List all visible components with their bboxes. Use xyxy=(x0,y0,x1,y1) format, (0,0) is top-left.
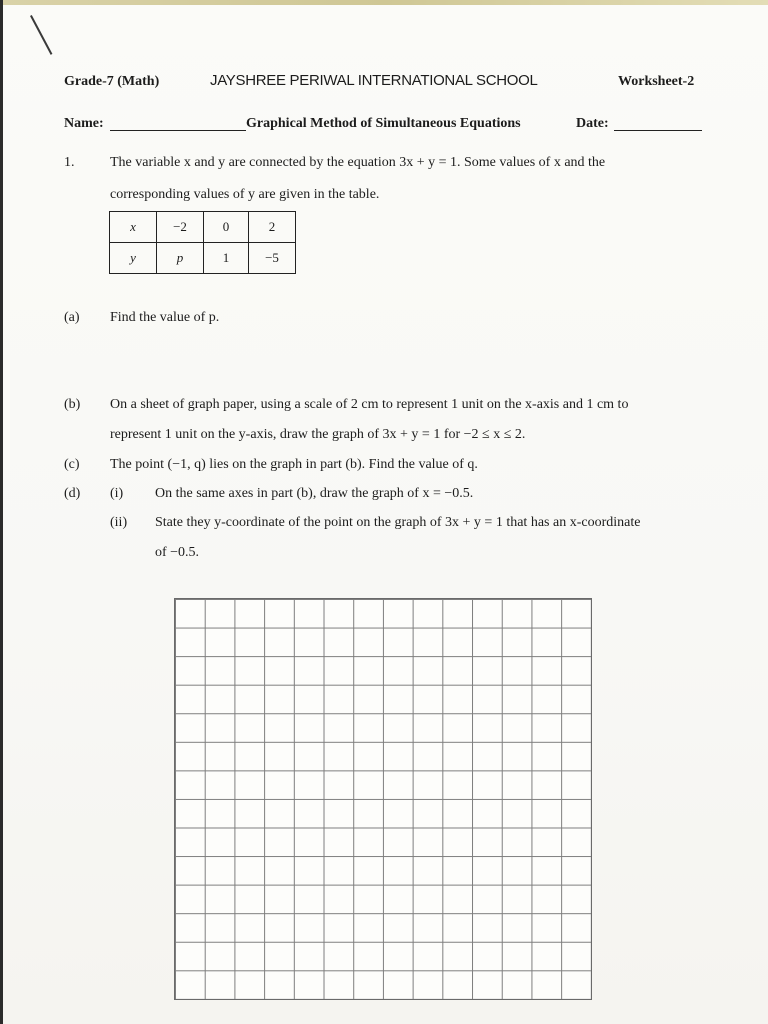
table-cell: −2 xyxy=(157,212,204,243)
worksheet-label: Worksheet-2 xyxy=(618,74,695,89)
question-number: 1. xyxy=(64,155,75,170)
question-text-line-2: corresponding values of y are given in the table. xyxy=(110,187,380,202)
school-name: JAYSHREE PERIWAL INTERNATIONAL SCHOOL xyxy=(210,72,538,89)
part-d-ii-text-line-1: State they y-coordinate of the point on the graph of 3x + y = 1 that has an x-coordinate xyxy=(155,515,641,530)
question-text-line-1: The variable x and y are connected by the equation 3x + y = 1. Some values of x and the xyxy=(110,155,606,170)
table-cell: y xyxy=(110,243,157,274)
part-c-label: (c) xyxy=(64,457,80,472)
grade-label: Grade-7 (Math) xyxy=(64,74,160,89)
table-cell: p xyxy=(157,243,204,274)
part-d-i-text: On the same axes in part (b), draw the graph of x = −0.5. xyxy=(155,486,474,501)
table-cell: 1 xyxy=(204,243,249,274)
values-table xyxy=(109,211,296,274)
part-b-label: (b) xyxy=(64,397,81,412)
pen-stroke-mark xyxy=(30,15,52,55)
table-row-y xyxy=(110,243,296,274)
worksheet-topic: Graphical Method of Simultaneous Equations xyxy=(246,116,521,131)
part-b-text-line-2: represent 1 unit on the y-axis, draw the graph of 3x + y = 1 for −2 ≤ x ≤ 2. xyxy=(110,427,526,442)
page-top-edge xyxy=(0,0,768,5)
date-label: Date: xyxy=(576,116,609,131)
table-row-x xyxy=(110,212,296,243)
part-a-text: Find the value of p. xyxy=(110,310,220,325)
part-a-label: (a) xyxy=(64,310,80,325)
name-label: Name: xyxy=(64,116,104,131)
graph-paper-grid xyxy=(174,598,592,1000)
table-cell: 0 xyxy=(204,212,249,243)
page-left-edge xyxy=(0,0,3,1024)
part-d-label: (d) xyxy=(64,486,81,501)
table-cell: x xyxy=(110,212,157,243)
date-blank-line xyxy=(614,130,702,131)
part-b-text-line-1: On a sheet of graph paper, using a scale of 2 cm to represent 1 unit on the x-axis and 1 cm to xyxy=(110,397,629,412)
name-blank-line xyxy=(110,130,246,131)
part-d-i-label: (i) xyxy=(110,486,124,501)
part-d-ii-text-line-2: of −0.5. xyxy=(155,545,200,560)
table-cell: −5 xyxy=(249,243,296,274)
part-d-ii-label: (ii) xyxy=(110,515,128,530)
table-cell: 2 xyxy=(249,212,296,243)
part-c-text: The point (−1, q) lies on the graph in part (b). Find the value of q. xyxy=(110,457,478,472)
